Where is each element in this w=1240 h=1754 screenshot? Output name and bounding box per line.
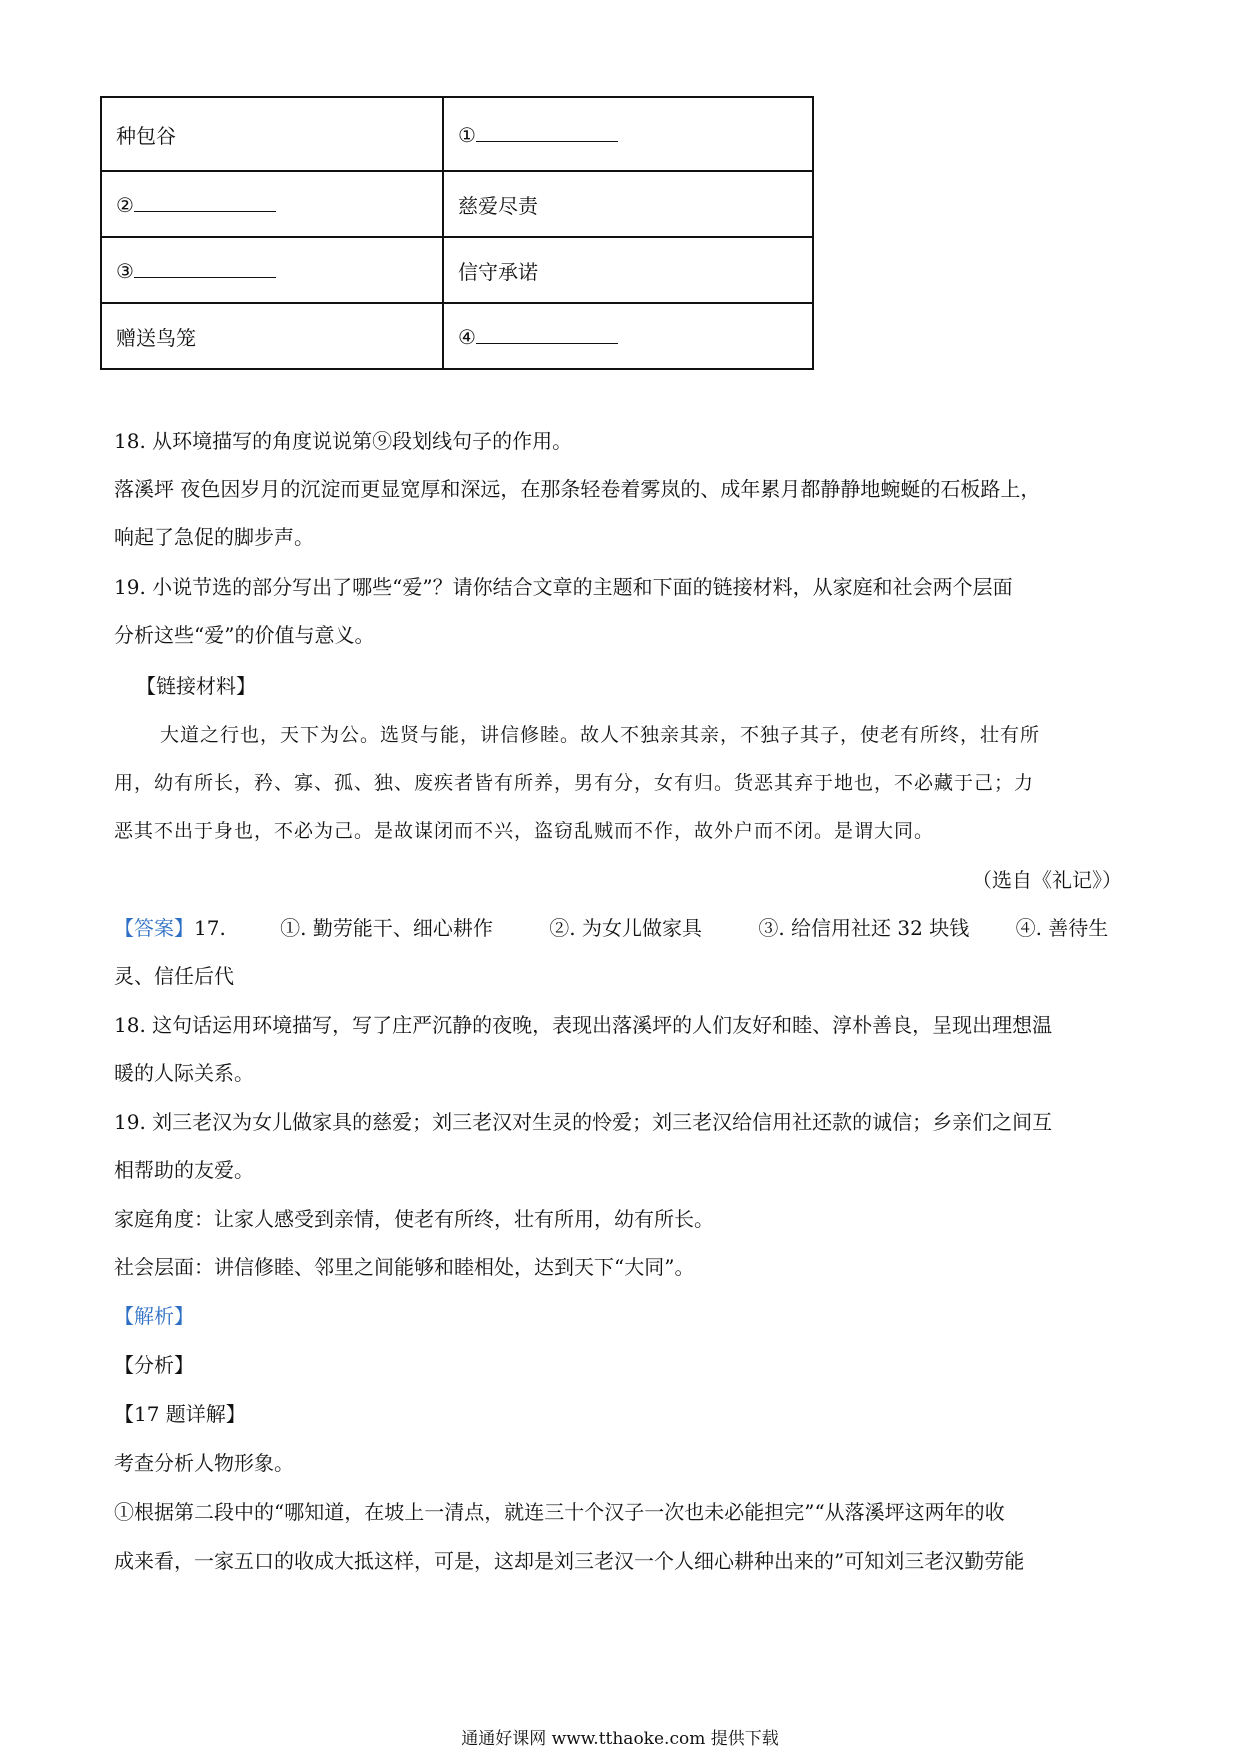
analysis-tag: 【解析】 (114, 1304, 194, 1328)
table-cell (443, 237, 813, 303)
detail-heading: 【17 题详解】 (114, 1402, 246, 1426)
table-row (101, 171, 813, 237)
table-cell (443, 97, 813, 171)
answer-tag: 【答案】 (114, 916, 194, 940)
analysis-line: ①根据第二段中的“哪知道，在坡上一清点，就连三十个汉子一次也未必能担完”“从落溪坪这两年的收 (114, 1500, 1005, 1524)
answer-blank (476, 323, 618, 344)
cell-text: ① (458, 123, 476, 147)
cell-text: 种包谷 (116, 123, 176, 148)
answer-society: 社会层面：讲信修睦、邻里之间能够和睦相处，达到天下“大同”。 (114, 1255, 695, 1279)
analysis-line: 成来看，一家五口的收成大抵这样，可是，这却是刘三老汉一个人细心耕种出来的”可知刘三老汉勤劳能 (114, 1549, 1025, 1573)
answer-q17-line (114, 914, 1124, 942)
cell-text: 信守承诺 (458, 259, 538, 284)
analysis-line: 考查分析人物形象。 (114, 1451, 294, 1475)
analysis-heading: 【分析】 (114, 1353, 194, 1377)
answer-item: ③. 给信用社还 32 块钱 (758, 916, 970, 940)
cell-text: 慈爱尽责 (458, 193, 538, 218)
answer-q18-line: 18. 这句话运用环境描写，写了庄严沉静的夜晚，表现出落溪坪的人们友好和睦、淳朴善良，呈现出理想温 (114, 1013, 1053, 1037)
q19-question: 19. 小说节选的部分写出了哪些“爱”？请你结合文章的主题和下面的链接材料，从家庭和社会两个层面 (114, 575, 1013, 599)
q18-quote-line: 落溪坪 夜色因岁月的沉淀而更显宽厚和深远，在那条轻卷着雾岚的、成年累月都静静地蜿蜒的石板路上， (114, 477, 1041, 501)
footer-credit: 通通好课网 www.tthaoke.com 提供下载 (461, 1729, 779, 1749)
table-cell (101, 171, 443, 237)
answer-q17-prefix: 17. (194, 916, 226, 940)
link-material-title: 【链接材料】 (136, 674, 256, 698)
cell-text: ③ (116, 259, 134, 283)
material-line: 用，幼有所长，矜、寡、孤、独、废疾者皆有所养，男有分，女有归。货恶其弃于地也，不必藏于己；力 (114, 772, 1035, 794)
answer-blank (134, 257, 276, 278)
table-cell (101, 303, 443, 369)
cell-text: ② (116, 193, 134, 217)
table-cell (101, 97, 443, 171)
table-cell (101, 237, 443, 303)
answer-item: ④. 善待生 (1015, 916, 1109, 940)
table-row (101, 303, 813, 369)
table-row (101, 237, 813, 303)
answer-item: ②. 为女儿做家具 (549, 916, 702, 940)
answer-blank (476, 121, 618, 142)
answer-q18-line: 暖的人际关系。 (114, 1061, 254, 1085)
fill-in-table (100, 96, 814, 370)
answer-family: 家庭角度：让家人感受到亲情，使老有所终，壮有所用，幼有所长。 (114, 1207, 714, 1231)
table-cell (443, 303, 813, 369)
material-line: 大道之行也，天下为公。选贤与能，讲信修睦。故人不独亲其亲，不独子其子，使老有所终，壮有所 (160, 724, 1041, 746)
q18-question: 18. 从环境描写的角度说说第⑨段划线句子的作用。 (114, 429, 573, 453)
q18-quote-line: 响起了急促的脚步声。 (114, 525, 314, 549)
material-source: （选自《礼记》） (972, 868, 1122, 892)
answer-item: ①. 勤劳能干、细心耕作 (280, 916, 493, 940)
q19-question: 分析这些“爱”的价值与意义。 (114, 623, 375, 647)
material-line: 恶其不出于身也，不必为己。是故谋闭而不兴，盗窃乱贼而不作，故外户而不闭。是谓大同。 (114, 820, 935, 842)
answer-blank (134, 191, 276, 212)
table-row (101, 97, 813, 171)
answer-q19-line: 19. 刘三老汉为女儿做家具的慈爱；刘三老汉对生灵的怜爱；刘三老汉给信用社还款的诚信；乡亲们之间互 (114, 1110, 1053, 1134)
cell-text: 赠送鸟笼 (116, 325, 196, 350)
table-cell (443, 171, 813, 237)
cell-text: ④ (458, 325, 476, 349)
answer-q17-continued: 灵、信任后代 (114, 964, 234, 988)
answer-q19-line: 相帮助的友爱。 (114, 1158, 254, 1182)
